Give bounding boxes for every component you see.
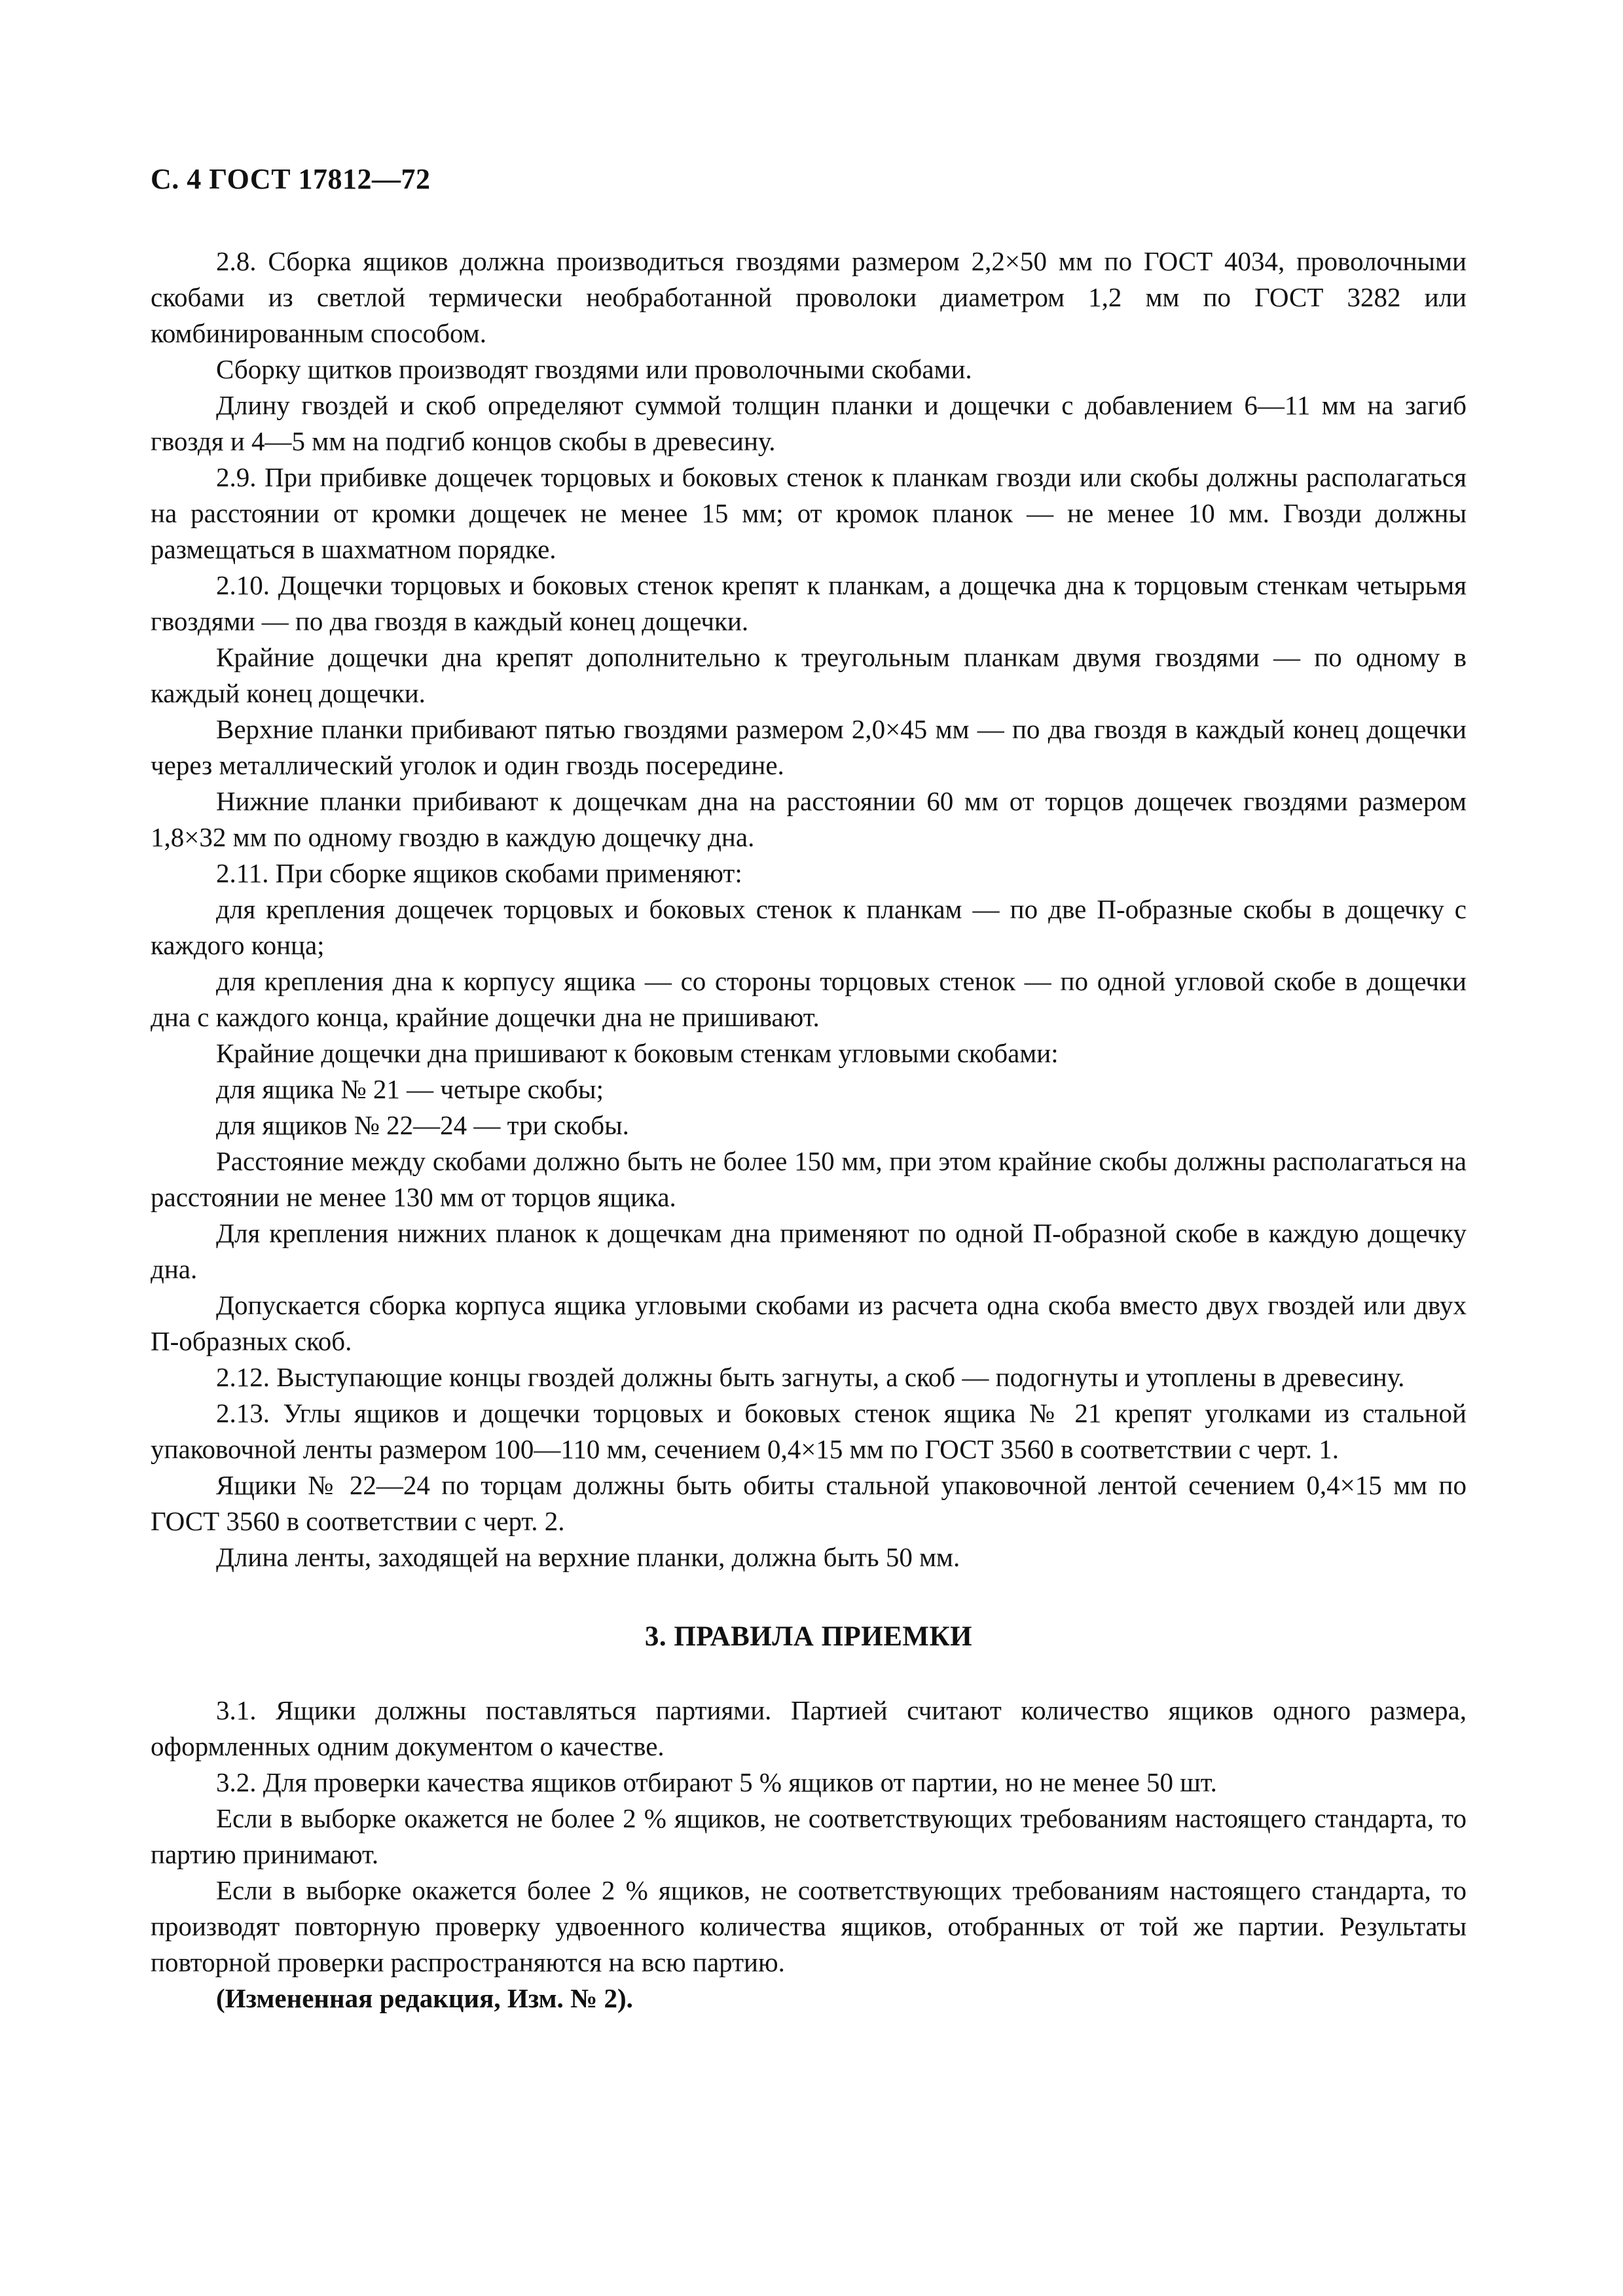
paragraph: для ящика № 21 — четыре скобы; (216, 1074, 604, 1104)
paragraph: Если в выборке окажется не более 2 % ящиков, не соответствующих требованиям настоящего стандарта, то партию принимают. (151, 1803, 1467, 1869)
paragraph-2-11: 2.11. При сборке ящиков скобами применяют: (216, 858, 742, 888)
paragraph: Допускается сборка корпуса ящика угловыми скобами из расчета одна скоба вместо двух гвоздей или двух П-образных скоб. (151, 1290, 1467, 1356)
paragraph: для ящиков № 22—24 — три скобы. (216, 1110, 629, 1140)
paragraph: Длину гвоздей и скоб определяют суммой толщин планки и дощечки с добавлением 6—11 мм на загиб гвоздя и 4—5 мм на подгиб концов скобы в древесину. (151, 390, 1467, 456)
paragraph: Расстояние между скобами должно быть не более 150 мм, при этом крайние скобы должны располагаться на расстоянии не менее 130 мм от торцов ящика. (151, 1146, 1467, 1212)
paragraph: Нижние планки прибивают к дощечкам дна на расстоянии 60 мм от торцов дощечек гвоздями размером 1,8×32 мм по одному гвоздю в каждую дощечку дна. (151, 786, 1467, 852)
paragraph: Для крепления нижних планок к дощечкам дна применяют по одной П-образной скобе в каждую дощечку дна. (151, 1218, 1467, 1284)
amendment-note: (Измененная редакция, Изм. № 2). (216, 1983, 633, 2013)
paragraph-2-13: 2.13. Углы ящиков и дощечки торцовых и боковых стенок ящика № 21 крепят уголками из стальной упаковочной ленты размером 100—110 мм, сечением 0,4×15 мм по ГОСТ 3560 в соответствии с черт. 1. (151, 1398, 1467, 1464)
paragraph-3-1: 3.1. Ящики должны поставляться партиями. Партией считают количество ящиков одного размера, оформленных одним документом о качестве. (151, 1695, 1467, 1761)
paragraph: Крайние дощечки дна пришивают к боковым стенкам угловыми скобами: (216, 1038, 1059, 1068)
paragraph: Верхние планки прибивают пятью гвоздями размером 2,0×45 мм — по два гвоздя в каждый конец дощечки через металлический уголок и один гвоздь посередине. (151, 714, 1467, 780)
paragraph: для крепления дна к корпусу ящика — со стороны торцовых стенок — по одной угловой скобе в дощечки дна с каждого конца, крайние дощечки дна не пришивают. (151, 966, 1467, 1032)
page-header: С. 4 ГОСТ 17812—72 (151, 163, 431, 195)
paragraph-3-2: 3.2. Для проверки качества ящиков отбирают 5 % ящиков от партии, но не менее 50 шт. (216, 1767, 1217, 1797)
paragraph-2-9: 2.9. При прибивке дощечек торцовых и боковых стенок к планкам гвозди или скобы должны располагаться на расстоянии от кромки дощечек не менее 15 мм; от кромок планок — не менее 10 мм. Гвозди должны размещаться в шахматном порядке. (151, 462, 1467, 564)
paragraph: Сборку щитков производят гвоздями или проволочными скобами. (216, 354, 972, 384)
paragraph: Крайние дощечки дна крепят дополнительно к треугольным планкам двумя гвоздями — по одному в каждый конец дощечки. (151, 642, 1467, 708)
paragraph: Если в выборке окажется более 2 % ящиков, не соответствующих требованиям настоящего стандарта, то производят повторную проверку удвоенного количества ящиков, отобранных от той же партии. Результаты повторной проверки распространяются на всю партию. (151, 1875, 1467, 1977)
section-title: 3. ПРАВИЛА ПРИЕМКИ (644, 1621, 973, 1652)
document-body (151, 243, 1467, 2017)
paragraph-2-8: 2.8. Сборка ящиков должна производиться гвоздями размером 2,2×50 мм по ГОСТ 4034, проволочными скобами из светлой термически необработанной проволоки диаметром 1,2 мм по ГОСТ 3282 или комбинированным способом. (151, 246, 1467, 348)
paragraph: для крепления дощечек торцовых и боковых стенок к планкам — по две П-образные скобы в дощечку с каждого конца; (151, 894, 1467, 960)
paragraph: Длина ленты, заходящей на верхние планки, должна быть 50 мм. (216, 1542, 960, 1572)
paragraph-2-12: 2.12. Выступающие концы гвоздей должны быть загнуты, а скоб — подогнуты и утоплены в древесину. (216, 1362, 1405, 1392)
paragraph: Ящики № 22—24 по торцам должны быть обиты стальной упаковочной лентой сечением 0,4×15 мм по ГОСТ 3560 в соответствии с черт. 2. (151, 1470, 1467, 1536)
paragraph-2-10: 2.10. Дощечки торцовых и боковых стенок крепят к планкам, а дощечка дна к торцовым стенкам четырьмя гвоздями — по два гвоздя в каждый конец дощечки. (151, 570, 1467, 636)
